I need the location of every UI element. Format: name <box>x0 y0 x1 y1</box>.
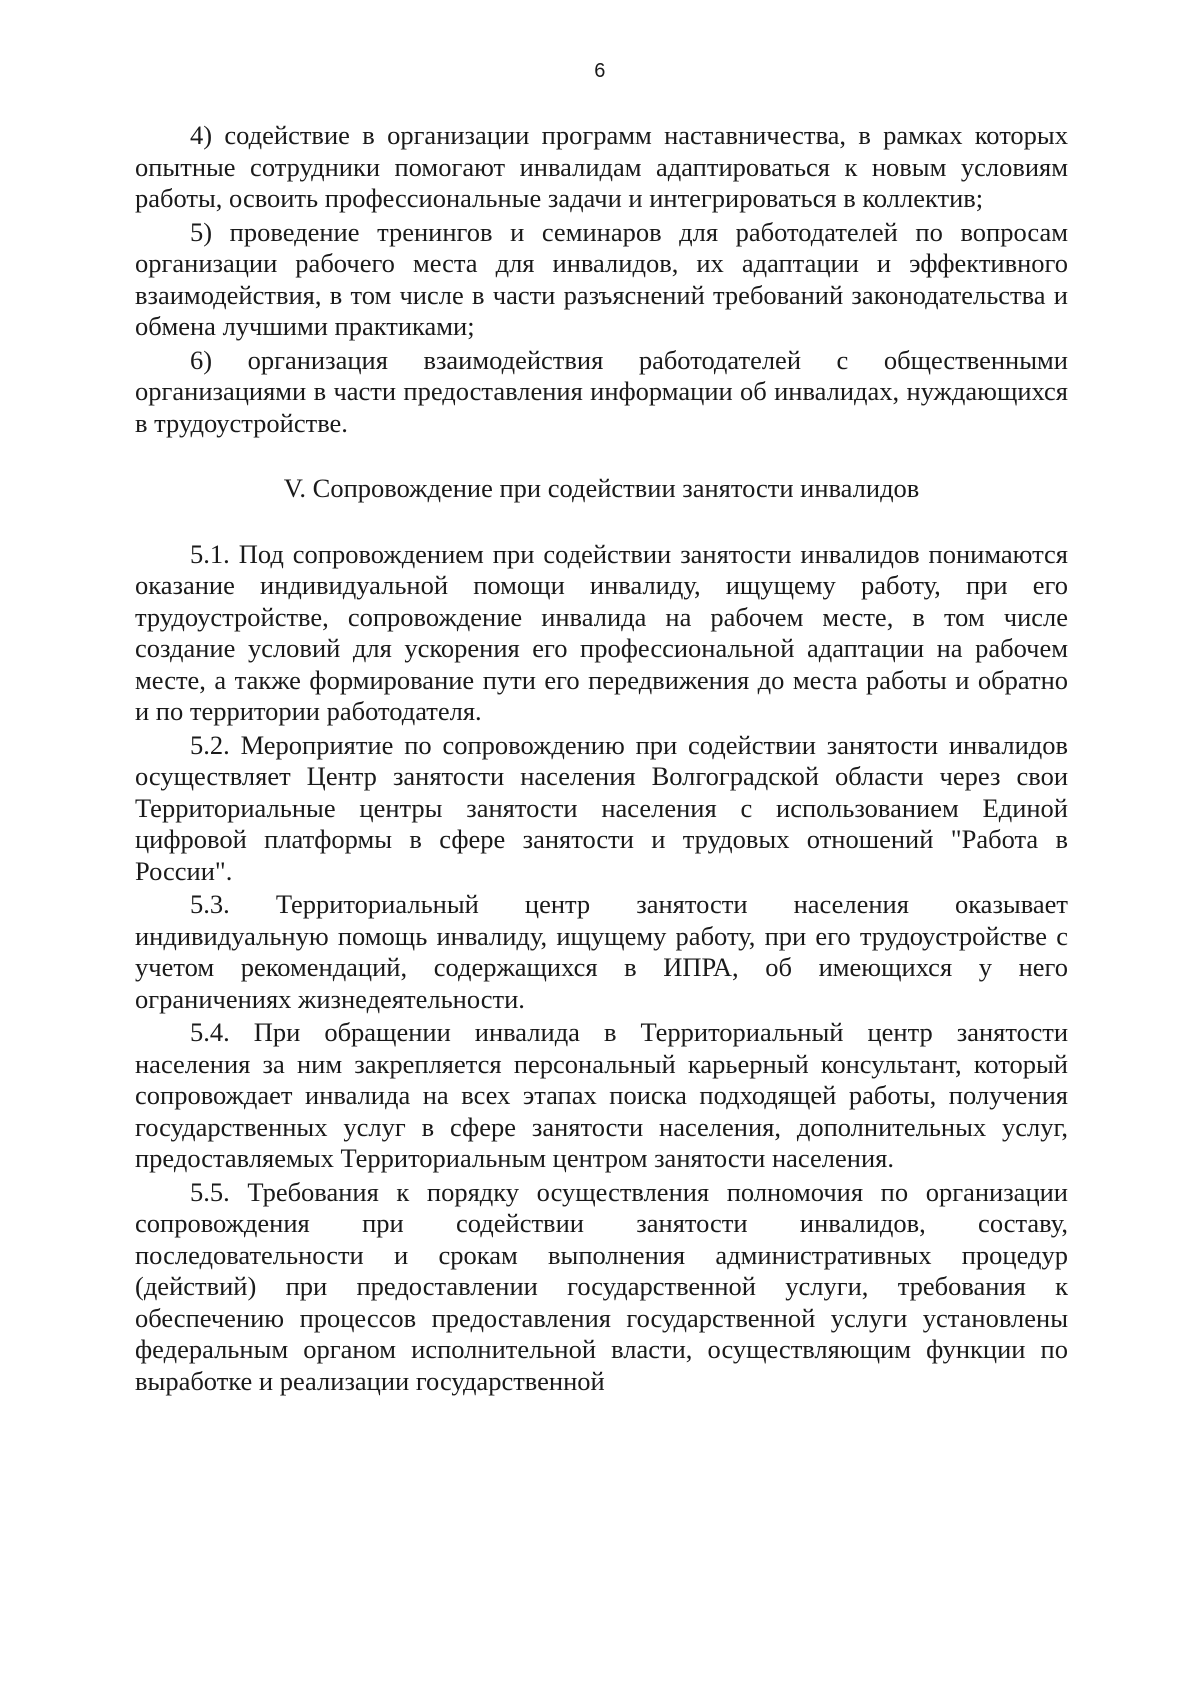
document-body <box>135 120 1068 1397</box>
paragraph-5-2: 5.2. Мероприятие по сопровождению при содействии занятости инвалидов осуществляет Центр занятости населения Волгоградской области через свои Территориальные центры занятости населения с использованием Единой цифровой платформы в сфере занятости и трудовых отношений "Работа в России". <box>135 729 1068 886</box>
page-number: 6 <box>594 60 606 82</box>
list-item-5: 5) проведение тренингов и семинаров для работодателей по вопросам организации рабочего места для инвалидов, их адаптации и эффективного взаимодействия, в том числе в части разъяснений требований законодательства и обмена лучшими практиками; <box>135 216 1068 341</box>
paragraph-5-1: 5.1. Под сопровождением при содействии занятости инвалидов понимаются оказание индивидуальной помощи инвалиду, ищущему работу, при его трудоустройстве, сопровождение инвалида на рабочем месте, в том числе создание условий для ускорения его профессиональной адаптации на рабочем месте, а также формирование пути его передвижения до места работы и обратно и по территории работодателя. <box>135 538 1068 726</box>
paragraph-5-4: 5.4. При обращении инвалида в Территориальный центр занятости населения за ним закрепляется персональный карьерный консультант, который сопровождает инвалида на всех этапах поиска подходящей работы, получения государственных услуг в сфере занятости населения, дополнительных услуг, предоставляемых Территориальным центром занятости населения. <box>135 1017 1068 1173</box>
list-item-4: 4) содействие в организации программ наставничества, в рамках которых опытные сотрудники помогают инвалидам адаптироваться к новым условиям работы, освоить профессиональные задачи и интегрироваться в коллектив; <box>135 120 1068 213</box>
paragraph-5-3: 5.3. Территориальный центр занятости населения оказывает индивидуальную помощь инвалиду, ищущему работу, при его трудоустройстве с учетом рекомендаций, содержащихся в ИПРА, об имеющихся у него ограничениях жизнедеятельности. <box>135 889 1068 1014</box>
section-heading: V. Сопровождение при содействии занятости инвалидов <box>283 473 920 503</box>
paragraph-5-5: 5.5. Требования к порядку осуществления полномочия по организации сопровождения при содействии занятости инвалидов, составу, последовательности и срокам выполнения административных процедур (действий) при предоставлении государственной услуги, требования к обеспечению процессов предоставления государственной услуги установлены федеральным органом исполнительной власти, осуществляющим функции по выработке и реализации государственной <box>135 1176 1068 1396</box>
list-item-6: 6) организация взаимодействия работодателей с общественными организациями в части предоставления информации об инвалидах, нуждающихся в трудоустройстве. <box>135 344 1068 438</box>
